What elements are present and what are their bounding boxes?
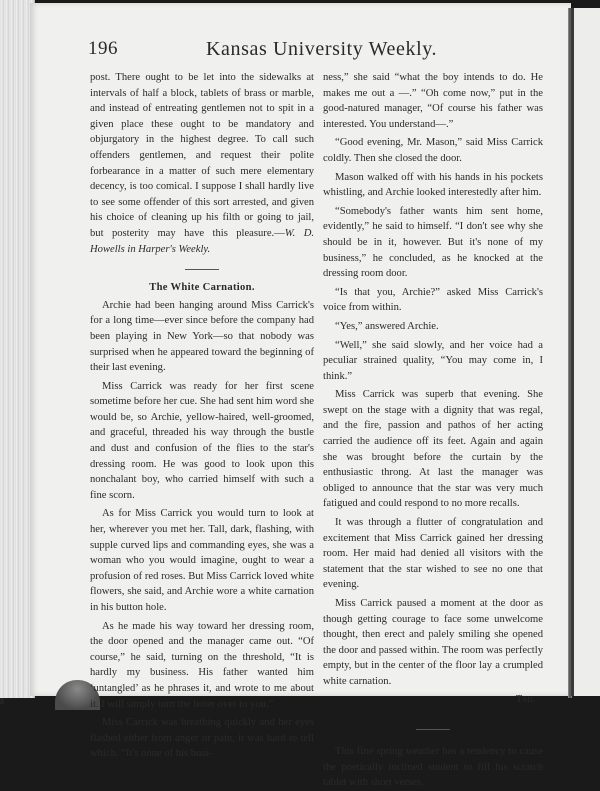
closing-note: This fine spring weather has a tendency to cause the poetically inclined student to fill his scratch tablet with short verses. — [323, 746, 543, 789]
section-divider — [416, 729, 450, 730]
story-paragraph: “Somebody's father wants him sent home, evidently,” he said to himself. “I don't see why she should be in it, however. But it's none of my business,” he concluded, as he knocked at the dressing room door. — [323, 205, 543, 280]
story-paragraph: “Is that you, Archie?” asked Miss Carrick's voice from within. — [323, 286, 543, 314]
section-divider — [185, 269, 219, 270]
continued-paragraph: post. There ought to be let into the sidewalks at intervals of half a block, tablets of brass or marble, and instead of entreating gentlemen not to spit in a given place these ought to be mandatory and objurgatory in the highest degree. To call such offenders gentlemen, and request their polite forbearance in a matter of such mere elementary decency, is too comical. I suppose I shall hardly live to see some offender of this sort arrested, and given his choice of cleaning up his filth or going to jail, but posterity may have this pleasure.—W. D. Howells in Harper's Weekly. — [90, 72, 314, 255]
story-paragraph: Mason walked off with his hands in his pockets whistling, and Archie looked interestedly after him. — [323, 171, 543, 199]
continued-paragraph: ness,” she said “what the boy intends to do. He makes me out a —.” “Oh come now,” put in the good-natured manager, “Of course his father was interested. You understand—.” — [323, 72, 543, 130]
right-column — [323, 70, 543, 791]
attribution: W. D. Howells in Harper's Weekly. — [90, 227, 314, 255]
left-column — [90, 70, 314, 762]
story-paragraph: As he made his way toward her dressing room, the door opened and the manager came out. “Of course,” he said, turning on the threshold, “It is hardly my business. His father wanted him ‘untangled’ as he phrases it, and wrote to me about it. I will simply turn the letter over to you.” — [90, 620, 314, 710]
page-header — [88, 38, 558, 62]
story-title: The White Carnation. — [149, 282, 255, 294]
story-paragraph: Archie had been hanging around Miss Carrick's for a long time—ever since before the company had been playing in New York—so that nobody was surprised when he appeared toward the beginning of their last evening. — [90, 299, 314, 374]
author-signature: Tad. — [515, 693, 535, 705]
story-paragraph: “Yes,” answered Archie. — [335, 320, 439, 332]
running-title: Kansas University Weekly. — [206, 38, 438, 60]
story-paragraph: It was through a flutter of congratulation and excitement that Miss Carrick gained her dressing room. Her maid had denied all visitors with the statement that the star wished to see no one that evening. — [323, 517, 543, 591]
story-paragraph: Miss Carrick was breathing quickly and her eyes flashed either from anger or pain, it was hard to tell which. “It's none of his busi- — [90, 717, 314, 760]
page-number: 196 — [88, 38, 118, 59]
story-paragraph: “Well,” she said slowly, and her voice had a peculiar strained quality, “You may come in, I think.” — [323, 339, 543, 382]
story-paragraph: Miss Carrick paused a moment at the door as though getting courage to face some unwelcome thought, then erect and palely smiling she opened the door and passed within. The room was perfectly empty, but in the center of the floor lay a crumpled white carnation. — [323, 598, 543, 687]
story-paragraph: Miss Carrick was ready for her first scene sometime before her cue. She had sent him word she would be, so Archie, yellow-haired, well-groomed, and graceful, threaded his way through the bustle and dust and confusion of the flies to the star's dressing room. He was good to look upon this nonchalant boy, who carried himself with such a fine scorn. — [90, 380, 314, 501]
facing-page-edge — [571, 8, 600, 696]
story-paragraph: “Good evening, Mr. Mason,” said Miss Carrick coldly. Then she closed the door. — [323, 137, 543, 164]
story-paragraph: As for Miss Carrick you would turn to look at her, wherever you met her. Tall, dark, flashing, with supple curved lips and commanding eyes, she was a woman who you would imagine, ought to wear a profusion of red roses. But Miss Carrick loved white flowers, she said, and Archie wore a white carnation in his button hole. — [90, 508, 314, 613]
story-paragraph: Miss Carrick was superb that evening. She swept on the stage with a dignity that was regal, and the fire, passion and pathos of her acting carried the audience off its feet. Again and again she was brought before the curtain by the enthusiastic throng. At last the manager was obliged to announce that the star was very much fatigued and could respond to no more recalls. — [323, 389, 543, 510]
